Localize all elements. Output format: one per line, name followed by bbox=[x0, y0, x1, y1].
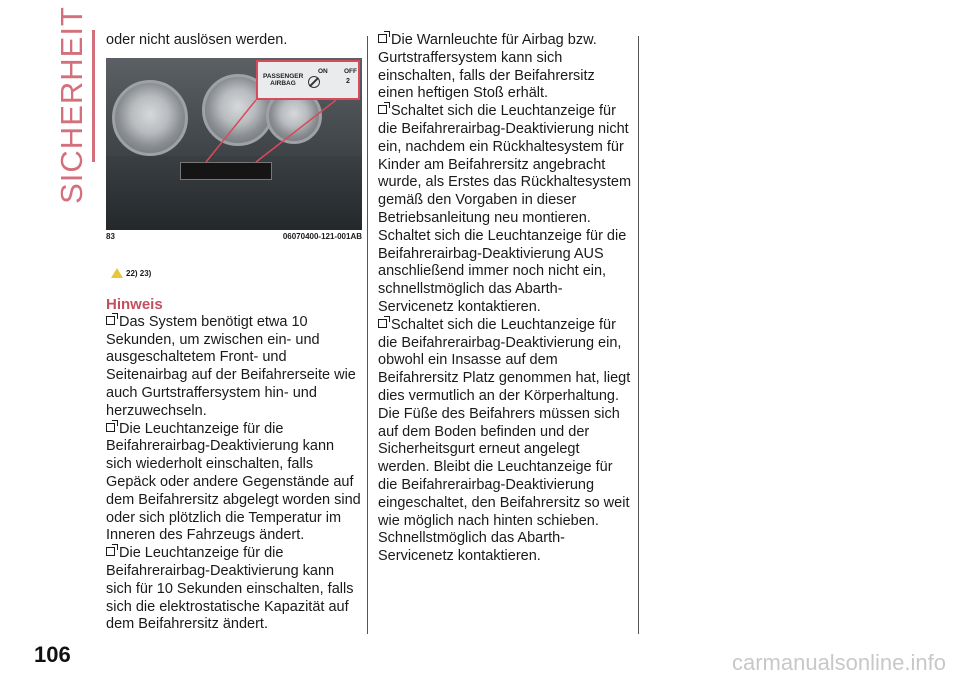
airbag-off-icon bbox=[308, 76, 320, 88]
passenger-airbag-callout bbox=[256, 60, 360, 100]
page-number: 106 bbox=[34, 642, 71, 667]
note-bullet-icon bbox=[106, 547, 115, 556]
warning-references bbox=[111, 268, 151, 278]
figure-code: 06070400-121-001AB bbox=[282, 232, 362, 241]
warning-refs-text: 22) 23) bbox=[126, 268, 152, 278]
hinweis-heading: Hinweis bbox=[106, 296, 163, 313]
notes-column-1 bbox=[106, 296, 362, 634]
passenger-airbag-label: PASSENGER AIRBAG bbox=[263, 73, 304, 87]
note-bullet-icon bbox=[378, 105, 387, 114]
dashboard-photo bbox=[106, 58, 362, 230]
column-divider-1 bbox=[367, 36, 368, 634]
figure-caption bbox=[106, 232, 362, 241]
column-divider-2 bbox=[638, 36, 639, 634]
note-paragraph: Das System benötigt etwa 10 Sekunden, um zwischen ein- und ausgeschaltetem Front- und Seitenairbag auf der Beifahrerseite wie auch Gurtstraffersystem hin- und herzuwechseln. bbox=[106, 313, 356, 419]
section-accent-bar bbox=[92, 30, 95, 162]
note-paragraph: Die Leuchtanzeige für die Beifahrerairbag-Deaktivierung kann sich für 10 Sekunden einschalten, falls sich die elektrostatische Kapazität auf dem Beifahrersitz ändert. bbox=[106, 545, 354, 633]
off-number-label: 2 bbox=[346, 78, 350, 85]
note-bullet-icon bbox=[106, 423, 115, 432]
text-column-1 bbox=[106, 32, 362, 50]
note-bullet-icon bbox=[378, 34, 387, 43]
text-column-2 bbox=[378, 32, 634, 566]
warning-triangle-icon bbox=[111, 268, 123, 278]
section-tab bbox=[52, 6, 92, 204]
note-paragraph: Die Leuchtanzeige für die Beifahrerairbag-Deaktivierung kann sich wiederholt einschalten, falls Gepäck oder andere Gegenstände auf dem Beifahrersitz abgelegt worden sind oder sich plötzlich die Temperatur im Inneren des Fahrzeugs ändert. bbox=[106, 420, 361, 544]
figure-number: 83 bbox=[106, 232, 115, 241]
intro-text: oder nicht auslösen werden. bbox=[106, 32, 288, 48]
off-label: OFF bbox=[344, 68, 357, 75]
note-bullet-icon bbox=[106, 316, 115, 325]
note-paragraph: Schaltet sich die Leuchtanzeige für die Beifahrerairbag-Deaktivierung nicht ein, nachdem ein Rückhaltesystem für Kinder am Beifahrersitz angebracht wurde, als Erstes das Rückhaltesystem gemäß den Vorgaben in dieser Betriebsanleitung neu montieren. Schaltet sich die Leuchtanzeige für die Beifahrerairbag-Deaktivierung AUS anschließend immer noch nicht ein, schnellstmöglich das Abarth-Servicenetz kontaktieren. bbox=[378, 103, 632, 315]
section-tab-label: SICHERHEIT bbox=[54, 6, 89, 204]
note-paragraph: Schaltet sich die Leuchtanzeige für die Beifahrerairbag-Deaktivierung ein, obwohl ein Insasse auf dem Beifahrersitz Platz genommen hat, liegt dies vermutlich an der Körperhaltung. Die Füße des Beifahrers müssen sich auf dem Boden befinden und der Sicherheitsgurt erneut angelegt werden. Bleibt die Leuchtanzeige für die Beifahrerairbag-Deaktivierung eingeschaltet, den Beifahrersitz so weit wie möglich nach hinten schieben. Schnellstmöglich das Abarth-Servicenetz kontaktieren. bbox=[378, 316, 631, 565]
watermark: carmanualsonline.info bbox=[731, 650, 946, 675]
note-paragraph: Die Warnleuchte für Airbag bzw. Gurtstraffersystem kann sich einschalten, falls der Beifahrersitz einen heftigen Stoß erhält. bbox=[378, 32, 597, 102]
on-label: ON bbox=[318, 68, 328, 75]
note-bullet-icon bbox=[378, 319, 387, 328]
